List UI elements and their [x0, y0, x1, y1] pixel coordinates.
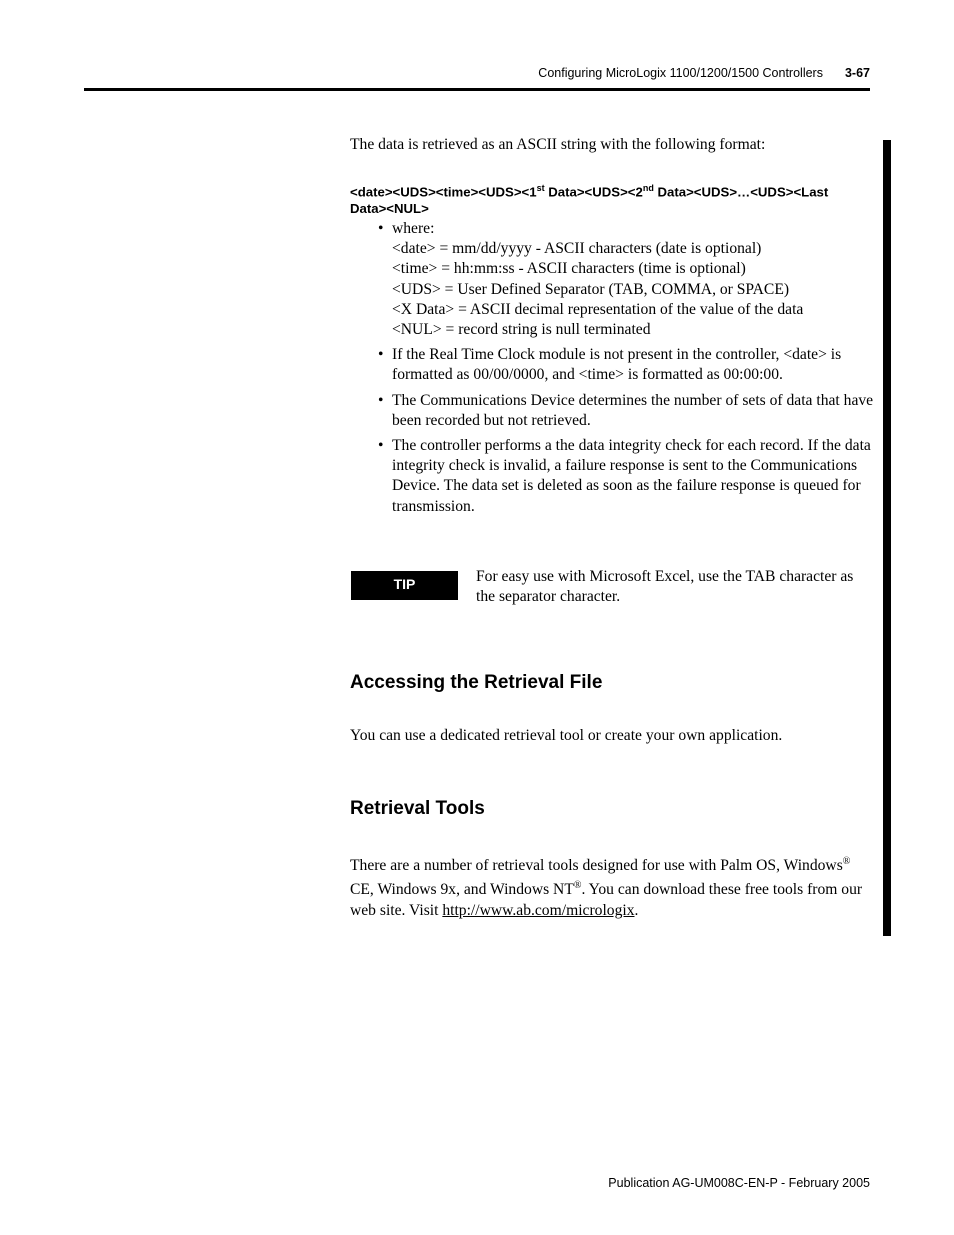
section-body-retrieval-tools: There are a number of retrieval tools designed for use with Palm OS, Windows® CE, Windows 9x, and Windows NT®. You can download these free tools from our web site. Visit http://www.ab.com/micrologix. — [350, 856, 863, 919]
bullet-icon: • — [378, 346, 384, 364]
format-string-line-2: Data><NUL> — [350, 201, 429, 217]
format-string — [350, 180, 870, 217]
page-header — [0, 66, 870, 80]
list-item-where: • where: <date> = mm/dd/yyyy - ASCII characters (date is optional) <time> = hh:mm:ss - ASCII characters (time is optional) <UDS> = User Defined Separator (TAB, COMMA, or SPACE) <X Data> = ASCII decimal representation of the value of the data <NUL> = record string is null terminated — [378, 219, 878, 340]
where-definition: <X Data> = ASCII decimal representation of the value of the data — [392, 300, 804, 318]
change-bar — [883, 140, 891, 936]
micrologix-website-link[interactable]: http://www.ab.com/micrologix — [442, 901, 635, 919]
list-item: • The Communications Device determines the number of sets of data that have been recorded but not retrieved. — [378, 391, 874, 429]
chapter-title: Configuring MicroLogix 1100/1200/1500 Controllers — [538, 66, 823, 80]
list-item: • The controller performs a the data integrity check for each record. If the data integrity check is invalid, a failure response is sent to the Communications Device. The data set is deleted as soon as the failure response is queued for transmission. — [378, 437, 871, 515]
intro-text: The data is retrieved as an ASCII string with the following format: — [350, 136, 766, 153]
bullet-icon: • — [378, 437, 384, 455]
where-definition: <UDS> = User Defined Separator (TAB, COMMA, or SPACE) — [392, 280, 790, 298]
format-string-line-1: <date><UDS><time><UDS><1st Data><UDS><2nd Data><UDS>…<UDS><Last — [350, 183, 829, 200]
tip-text: For easy use with Microsoft Excel, use the TAB character as the separator character. — [476, 568, 854, 606]
bullet-list — [378, 219, 878, 522]
header-rule — [84, 88, 870, 91]
section-heading-accessing: Accessing the Retrieval File — [350, 672, 603, 693]
bullet-icon: • — [378, 220, 384, 237]
where-definition: <time> = hh:mm:ss - ASCII characters (time is optional) — [392, 260, 746, 278]
where-definition: <NUL> = record string is null terminated — [392, 321, 651, 339]
bullet-icon: • — [378, 391, 384, 409]
section-body-accessing: You can use a dedicated retrieval tool or create your own application. — [350, 727, 783, 744]
publication-footer: Publication AG-UM008C-EN-P - February 2005 — [608, 1176, 870, 1190]
tip-badge: TIP — [351, 571, 458, 600]
list-item: • If the Real Time Clock module is not present in the controller, <date> is formatted as 00/00/0000, and <time> is formatted as 00:00:00. — [378, 346, 842, 384]
page-number: 3-67 — [844, 66, 870, 80]
where-definition: <date> = mm/dd/yyyy - ASCII characters (date is optional) — [392, 240, 762, 258]
section-heading-retrieval-tools: Retrieval Tools — [350, 798, 485, 819]
